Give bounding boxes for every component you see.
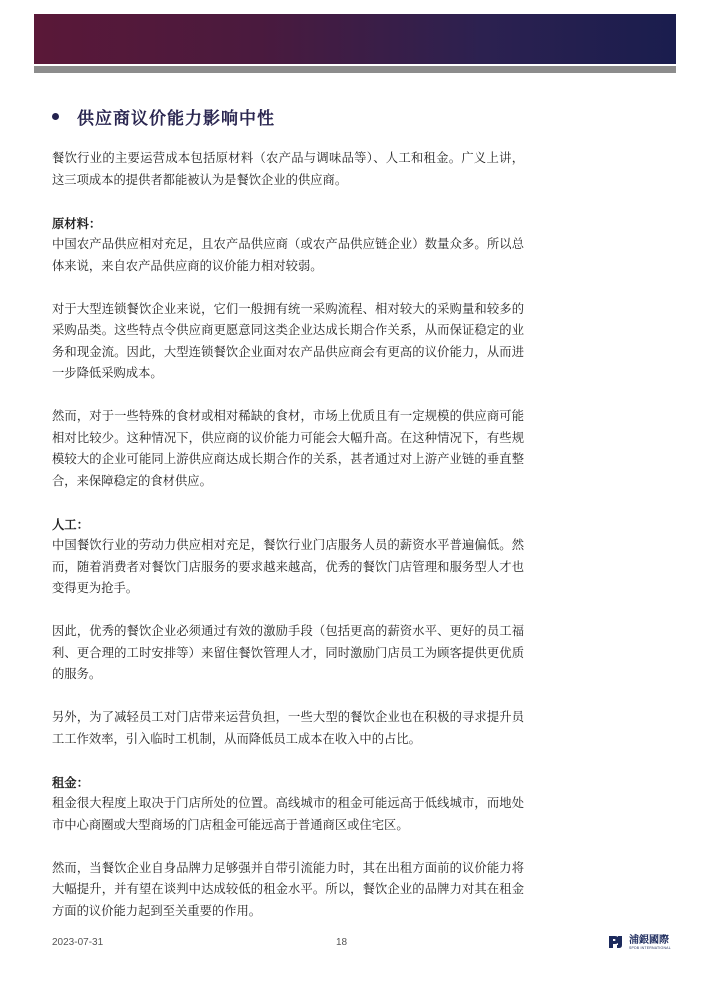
rent-paragraph-1: 租金很大程度上取决于门店所处的位置。高线城市的租金可能远高于低线城市，而地处市中心商圈或大型商场的门店租金可能远高于普通商区或住宅区。	[52, 796, 524, 832]
page-number: 18	[336, 937, 348, 948]
header-banner	[34, 14, 676, 64]
logo-mark-icon	[606, 934, 626, 950]
raw-materials-subheading: 原材料：	[52, 215, 102, 231]
rent-paragraph-2: 然而，当餐饮企业自身品牌力足够强并自带引流能力时，其在出租方面前的议价能力将大幅提升，并有望在谈判中达成较低的租金水平。所以，餐饮企业的品牌力对其在租金方面的议价能力起到至关重要的作用。	[52, 860, 524, 918]
raw-materials-paragraph-3: 然而，对于一些特殊的食材或相对稀缺的食材，市场上优质且有一定规模的供应商可能相对比较少。这种情况下，供应商的议价能力可能会大幅升高。在这种情况下，有些规模较大的企业可能同上游供应商达成长期合作的关系，甚者通过对上游产业链的垂直整合，来保障稳定的食材供应。	[52, 409, 524, 488]
section-heading-text: 供应商议价能力影响中性	[77, 109, 275, 129]
body-content	[52, 148, 524, 944]
labor-paragraph-1: 中国餐饮行业的劳动力供应相对充足，餐饮行业门店服务人员的薪资水平普遍偏低。然而，随着消费者对餐饮门店服务的要求越来越高，优秀的餐饮门店管理和服务型人才也变得更为抢手。	[52, 538, 524, 595]
company-logo	[606, 934, 671, 950]
logo-text-en: SPDB INTERNATIONAL	[629, 945, 671, 950]
intro-paragraph: 餐饮行业的主要运营成本包括原材料（农产品与调味品等）、人工和租金。广义上讲，这三项成本的提供者都能被认为是餐饮企业的供应商。	[52, 151, 524, 187]
labor-subheading: 人工：	[52, 516, 89, 532]
labor-paragraph-3: 另外，为了减轻员工对门店带来运营负担，一些大型的餐饮企业也在积极的寻求提升员工工作效率，引入临时工机制，从而降低员工成本在收入中的占比。	[52, 710, 524, 746]
logo-text-cn: 浦銀國際	[629, 934, 669, 946]
header-divider	[34, 66, 676, 73]
footer-date: 2023-07-31	[52, 937, 104, 948]
raw-materials-paragraph-2: 对于大型连锁餐饮企业来说，它们一般拥有统一采购流程、相对较大的采购量和较多的采购品类。这些特点令供应商更愿意同这类企业达成长期合作关系，从而保证稳定的业务和现金流。因此，大型连锁餐饮企业面对农产品供应商会有更高的议价能力，从而进一步降低采购成本。	[52, 301, 524, 380]
rent-subheading: 租金：	[52, 774, 89, 790]
section-heading	[52, 104, 275, 129]
bullet-icon	[52, 113, 59, 120]
labor-paragraph-2: 因此，优秀的餐饮企业必须通过有效的激励手段（包括更高的薪资水平、更好的员工福利、更合理的工时安排等）来留住餐饮管理人才，同时激励门店员工为顾客提供更优质的服务。	[52, 624, 524, 681]
raw-materials-paragraph-1: 中国农产品供应相对充足，且农产品供应商（或农产品供应链企业）数量众多。所以总体来说，来自农产品供应商的议价能力相对较弱。	[52, 237, 524, 273]
